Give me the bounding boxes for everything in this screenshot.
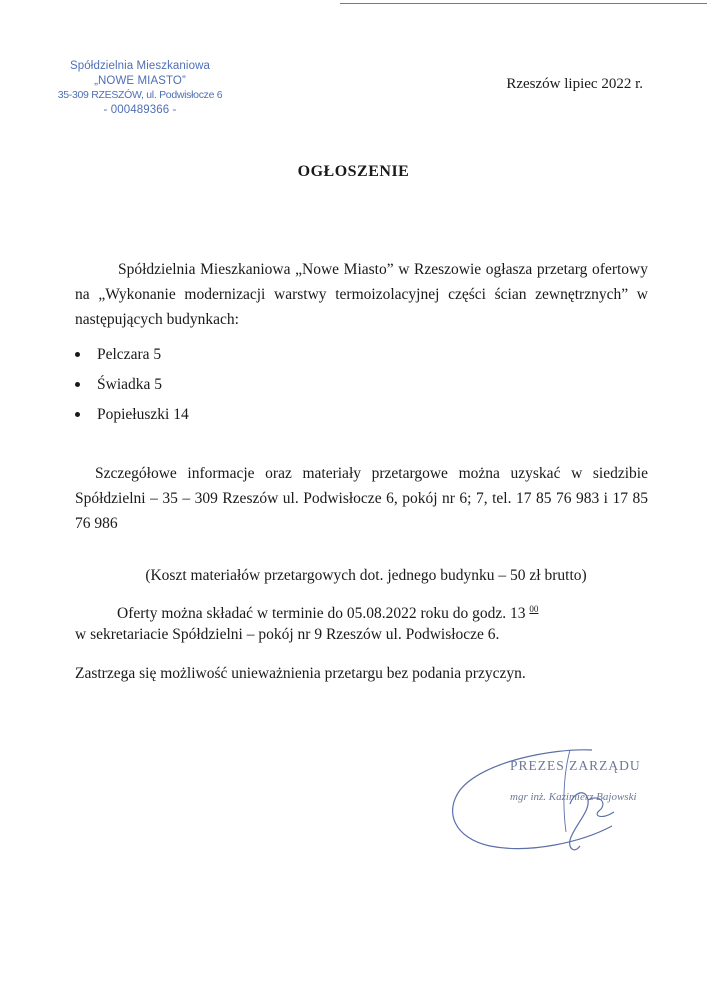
offers-deadline-text: Oferty można składać w terminie do 05.08.2022 roku do godz. 13 <box>117 605 526 622</box>
reservation-paragraph: Zastrzega się możliwość unieważnienia przetargu bez podania przyczyn. <box>75 665 526 682</box>
document-title: OGŁOSZENIE <box>297 163 410 180</box>
document-date: Rzeszów lipiec 2022 r. <box>506 76 643 92</box>
offers-paragraph <box>75 603 648 645</box>
stamp-line-address: 35-309 RZESZÓW, ul. Podwisłocze 6 <box>57 89 223 101</box>
signature-title: PREZES ZARZĄDU <box>510 758 641 773</box>
list-item <box>75 403 189 433</box>
buildings-list <box>75 343 189 433</box>
offers-place-text: w sekretariacie Spółdzielni – pokój nr 9 Rzeszów ul. Podwisłocze 6. <box>75 626 500 643</box>
intro-paragraph: Spółdzielnia Mieszkaniowa „Nowe Miasto” w Rzeszowie ogłasza przetarg ofertowy na „Wykonanie modernizacji warstwy termoizolacyjnej części ścian zewnętrznych” w następujących budynkach: <box>75 261 648 328</box>
bullet-icon <box>75 412 80 417</box>
bullet-icon <box>75 382 80 387</box>
top-divider <box>340 3 707 4</box>
list-item <box>75 373 189 403</box>
bullet-icon <box>75 352 80 357</box>
details-paragraph: Szczegółowe informacje oraz materiały przetargowe można uzyskać w siedzibie Spółdzielni – 35 – 309 Rzeszów ul. Podwisłocze 6, pokój nr 6; 7, tel. 17 85 76 983 i 17 85 76 986 <box>75 465 648 532</box>
cost-note: (Koszt materiałów przetargowych dot. jednego budynku – 50 zł brutto) <box>145 567 587 584</box>
building-name: Popiełuszki 14 <box>97 406 189 423</box>
company-stamp <box>48 59 232 117</box>
offers-deadline-minutes: 00 <box>529 603 539 614</box>
stamp-line-brand: „NOWE MIASTO” <box>94 74 186 87</box>
stamp-line-number: - 000489366 - <box>103 103 177 116</box>
list-item <box>75 343 189 373</box>
building-name: Pelczara 5 <box>97 346 162 363</box>
building-name: Świadka 5 <box>97 376 163 393</box>
stamp-line-name: Spółdzielnia Mieszkaniowa <box>70 60 210 72</box>
signature-name: mgr inż. Kazimierz Bajowski <box>510 791 637 803</box>
